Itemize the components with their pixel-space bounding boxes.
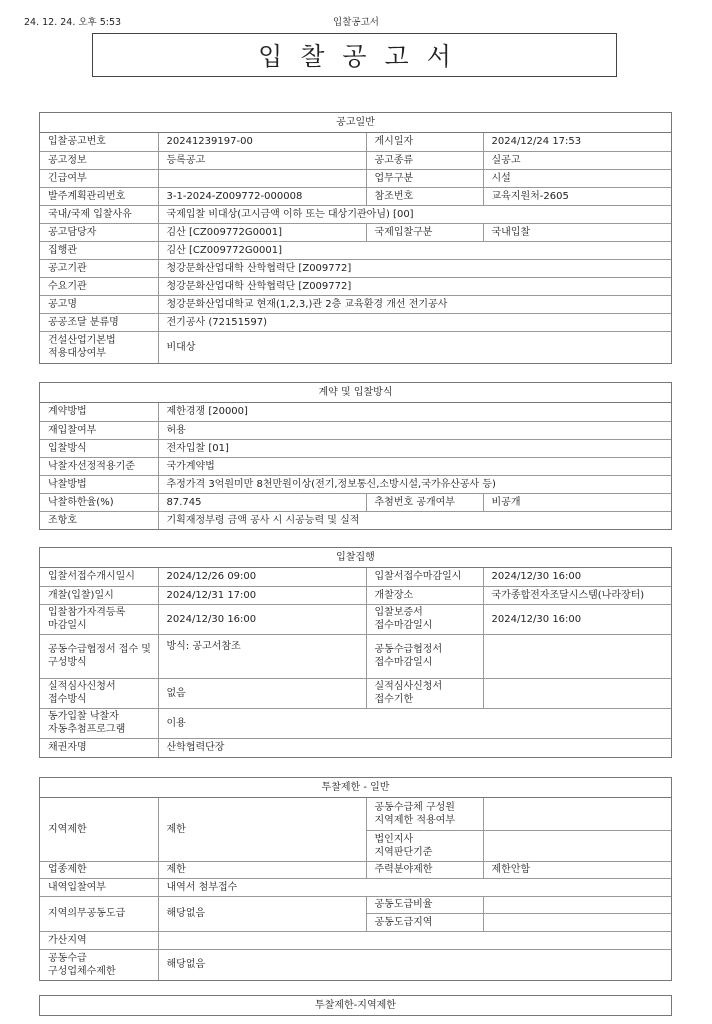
label: 재입찰여부: [40, 421, 158, 439]
label: 수요기관: [40, 277, 158, 295]
section-title: 투찰제한 - 일반: [40, 778, 671, 798]
reg-deadline: 2024/12/30 16:00: [158, 604, 366, 634]
tie-program: 이용: [158, 708, 671, 738]
regional-joint: 해당없음: [158, 896, 366, 931]
opening: 2024/12/31 17:00: [158, 586, 366, 604]
region-restriction-section: [39, 995, 672, 1016]
notice-type: 실공고: [483, 151, 671, 169]
label: 공동수급협정서 접수 및 구성방식: [40, 634, 158, 678]
label: 업종제한: [40, 861, 158, 878]
itemized: 내역서 첨부접수: [158, 878, 671, 896]
label: 공동수급체 구성원 지역제한 적용여부: [366, 798, 483, 830]
perf-deadline: [483, 678, 671, 708]
label: 채권자명: [40, 738, 158, 757]
label: 입찰참가자격등록 마감일시: [40, 604, 158, 634]
contract-method: 제한경쟁 [20000]: [158, 403, 671, 421]
document-title: 입찰공고서: [258, 42, 469, 71]
opening-place: 국가종합전자조달시스템(나라장터): [483, 586, 671, 604]
section-title: 계약 및 입찰방식: [40, 383, 671, 403]
region: 제한: [158, 798, 366, 861]
executor: 김산 [CZ009772G0001]: [158, 241, 671, 259]
label: 지역제한: [40, 798, 158, 861]
category: 전기공사 (72151597): [158, 313, 671, 331]
section-title: 공고일반: [40, 113, 671, 133]
print-datetime: 24. 12. 24. 오후 5:53: [24, 17, 122, 28]
award-method: 추정가격 3억원미만 8천만원이상(전기,정보통신,소방시설,국가유산공사 등): [158, 475, 671, 493]
clause: 기획재정부령 금액 공사 시 시공능력 및 실적: [158, 511, 671, 529]
label: 발주계획관리번호: [40, 187, 158, 205]
label: 추첨번호 공개여부: [366, 493, 483, 511]
creditor: 산학협력단장: [158, 738, 671, 757]
lower-rate: 87.745: [158, 493, 366, 511]
label: 낙찰자선정적용기준: [40, 457, 158, 475]
restriction-table: [40, 798, 671, 980]
extra-region: [158, 931, 671, 949]
label: 공동도급비율: [366, 896, 483, 913]
end: 2024/12/30 16:00: [483, 568, 671, 586]
label: 지역의무공동도급: [40, 896, 158, 931]
plan-no: 3-1-2024-Z009772-000008: [158, 187, 366, 205]
execution-table: [40, 568, 671, 757]
general-section: [39, 112, 672, 364]
bid-no: 20241239197-00: [158, 133, 366, 151]
label: 주력분야제한: [366, 861, 483, 878]
section-title: 입찰집행: [40, 548, 671, 568]
joint-area: [483, 913, 671, 931]
contract-table: [40, 403, 671, 529]
label: 동가입찰 낙찰자 자동추첨프로그램: [40, 708, 158, 738]
ref-no: 교육지원처-2605: [483, 187, 671, 205]
guarantee: 2024/12/30 16:00: [483, 604, 671, 634]
section-title: 투찰제한-지역제한: [315, 1000, 396, 1011]
intl-type: 국내입찰: [483, 223, 671, 241]
label: 참조번호: [366, 187, 483, 205]
joint-region: [483, 798, 671, 830]
label: 공고종류: [366, 151, 483, 169]
joint-limit: 해당없음: [158, 949, 671, 980]
notice-name: 청강문화산업대학교 현재(1,2,3,)관 2층 교육환경 개선 전기공사: [158, 295, 671, 313]
print-doc-title: 입찰공고서: [333, 17, 379, 28]
industry: 제한: [158, 861, 366, 878]
post-date: 2024/12/24 17:53: [483, 133, 671, 151]
label: 입찰보증서 접수마감일시: [366, 604, 483, 634]
officer: 김산 [CZ009772G0001]: [158, 223, 366, 241]
start: 2024/12/26 09:00: [158, 568, 366, 586]
label: 낙찰하한율(%): [40, 493, 158, 511]
rebid: 허용: [158, 421, 671, 439]
contract-section: [39, 382, 672, 530]
work-type: 시설: [483, 169, 671, 187]
label: 가산지역: [40, 931, 158, 949]
branch: [483, 830, 671, 861]
label: 입찰서접수개시일시: [40, 568, 158, 586]
joint-ratio: [483, 896, 671, 913]
label: 집행관: [40, 241, 158, 259]
joint-method: 방식: 공고서참조: [158, 634, 366, 678]
label: 입찰방식: [40, 439, 158, 457]
label: 계약방법: [40, 403, 158, 421]
label: 조항호: [40, 511, 158, 529]
label: 국내/국제 입찰사유: [40, 205, 158, 223]
label: 공동수급 구성업체수제한: [40, 949, 158, 980]
general-table: [40, 133, 671, 363]
label: 실적심사신청서 접수기한: [366, 678, 483, 708]
label: 공고정보: [40, 151, 158, 169]
label: 공동수급협정서 접수마감일시: [366, 634, 483, 678]
lottery-public: 비공개: [483, 493, 671, 511]
label: 법인지사 지역판단기준: [366, 830, 483, 861]
label: 개찰장소: [366, 586, 483, 604]
joint-deadline: [483, 634, 671, 678]
label: 건설산업기본법 적용대상여부: [40, 331, 158, 363]
construction: 비대상: [158, 331, 671, 363]
criteria: 국가계약법: [158, 457, 671, 475]
document-title-box: [92, 33, 617, 77]
label: 공고기관: [40, 259, 158, 277]
label: 국제입찰구분: [366, 223, 483, 241]
label: 공공조달 분류명: [40, 313, 158, 331]
intl-reason: 국제입찰 비대상(고시금액 이하 또는 대상기관아님) [00]: [158, 205, 671, 223]
restriction-section: [39, 777, 672, 981]
urgent: [158, 169, 366, 187]
main-field: 제한안함: [483, 861, 671, 878]
perf-method: 없음: [158, 678, 366, 708]
label: 입찰서접수마감일시: [366, 568, 483, 586]
label: 입찰공고번호: [40, 133, 158, 151]
label: 긴급여부: [40, 169, 158, 187]
label: 개찰(입찰)일시: [40, 586, 158, 604]
label: 게시일자: [366, 133, 483, 151]
bid-method: 전자입찰 [01]: [158, 439, 671, 457]
notice-info: 등록공고: [158, 151, 366, 169]
label: 낙찰방법: [40, 475, 158, 493]
label: 실적심사신청서 접수방식: [40, 678, 158, 708]
label: 내역입찰여부: [40, 878, 158, 896]
label: 공고담당자: [40, 223, 158, 241]
label: 공고명: [40, 295, 158, 313]
label: 업무구분: [366, 169, 483, 187]
agency: 청강문화산업대학 산학협력단 [Z009772]: [158, 259, 671, 277]
label: 공동도급지역: [366, 913, 483, 931]
execution-section: [39, 547, 672, 758]
demand: 청강문화산업대학 산학협력단 [Z009772]: [158, 277, 671, 295]
